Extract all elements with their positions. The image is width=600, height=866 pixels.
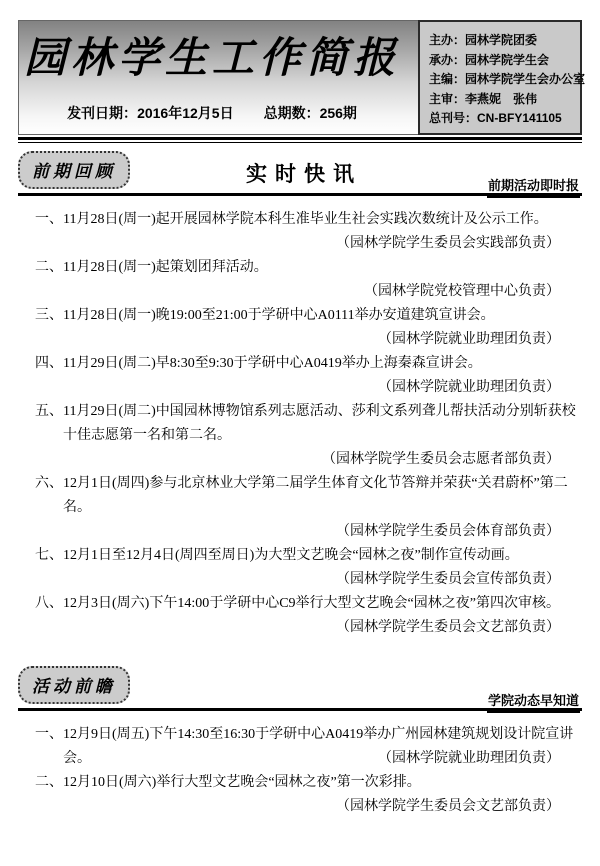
- info-value: 园林学院团委: [465, 33, 538, 47]
- item-number: 一、: [35, 727, 63, 742]
- info-row-serial: [429, 109, 575, 126]
- info-value: 园林学院学生会办公室: [465, 72, 586, 86]
- list-item: [35, 472, 582, 544]
- item-number: 二、: [35, 260, 63, 275]
- issue-meta-row: [19, 103, 405, 123]
- preview-item-list: [18, 723, 582, 819]
- item-body: 11月29日(周二)早8:30至9:30于学研中心A0419举办上海秦森宣讲会。: [63, 356, 482, 371]
- item-number: 二、: [35, 775, 63, 790]
- issue-no-label: 总期数：: [263, 105, 320, 121]
- issue-date-label: 发刊日期：: [67, 105, 138, 121]
- info-label: 总刊号：: [429, 111, 478, 125]
- item-body: 11月29日(周二)中国园林博物馆系列志愿活动、莎利文系列聋儿帮扶活动分别斩获校十佳志愿第一名和第二名。: [63, 404, 576, 443]
- list-item: [35, 256, 582, 304]
- info-label: 主办：: [429, 33, 466, 47]
- section-tagline-preview: 学院动态早知道: [487, 690, 580, 713]
- item-responsible: （园林学院就业助理团负责）: [378, 332, 560, 347]
- item-number: 七、: [35, 548, 63, 563]
- section-badge-preview: 活动前瞻: [18, 666, 130, 704]
- info-row-reviewer: [429, 90, 575, 107]
- list-item: [35, 723, 582, 771]
- item-text: [35, 208, 582, 232]
- item-body: 12月3日(周六)下午14:00于学研中心C9举行大型文艺晚会“园林之夜”第四次审核。: [63, 596, 560, 611]
- list-item: [35, 771, 582, 819]
- info-label: 主审：: [429, 91, 466, 106]
- info-row-organizer: [429, 51, 575, 68]
- info-value: CN-BFY141105: [477, 111, 562, 125]
- item-responsible: （园林学院就业助理团负责）: [378, 380, 560, 395]
- item-responsible: （园林学院学生委员会志愿者部负责）: [322, 452, 560, 467]
- item-text: [35, 304, 582, 328]
- issue-date-value: 2016年12月5日: [137, 105, 234, 121]
- review-item-list: [18, 208, 582, 640]
- item-text: [35, 771, 582, 795]
- item-responsible: （园林学院学生委员会文艺部负责）: [336, 620, 560, 635]
- item-text: [35, 592, 582, 616]
- item-number: 三、: [35, 308, 63, 323]
- item-body: 11月28日(周一)起开展园林学院本科生准毕业生社会实践次数统计及公示工作。: [63, 212, 548, 227]
- item-body: 12月1日至12月4日(周四至周日)为大型文艺晚会“园林之夜”制作宣传动画。: [63, 548, 519, 563]
- item-text: [35, 472, 582, 520]
- item-responsible: （园林学院学生委员会文艺部负责）: [336, 799, 560, 814]
- item-text: [35, 352, 582, 376]
- item-text: [35, 256, 582, 280]
- section-tagline-review: 前期活动即时报: [487, 175, 580, 198]
- info-value: 李燕妮 张伟: [465, 91, 538, 106]
- section-header-preview: [18, 666, 582, 711]
- masthead-banner: [18, 20, 586, 135]
- list-item: [35, 544, 582, 592]
- info-label: 承办：: [429, 52, 466, 67]
- item-responsible: （园林学院学生委员会实践部负责）: [336, 236, 560, 251]
- item-responsible: （园林学院学生委员会宣传部负责）: [336, 572, 560, 587]
- info-value: 园林学院学生会: [465, 52, 550, 67]
- info-row-sponsor: [429, 31, 575, 48]
- issue-no-value: 256期: [319, 105, 357, 121]
- item-responsible: （园林学院学生委员会体育部负责）: [336, 524, 560, 539]
- item-body: 11月28日(周一)晚19:00至21:00于学研中心A0111举办安道建筑宣讲会。: [63, 308, 495, 323]
- section-header-review: [18, 151, 582, 196]
- item-number: 五、: [35, 404, 63, 419]
- item-text: [35, 400, 582, 448]
- item-responsible: （园林学院党校管理中心负责）: [364, 284, 560, 299]
- item-responsible: （园林学院就业助理团负责）: [378, 751, 560, 766]
- masthead-divider-rule: [18, 137, 582, 143]
- publication-info-box: [418, 20, 586, 135]
- item-body: 12月9日(周五)下午14:30至16:30于学研中心A0419举办广州园林建筑规划设计院宣讲会。: [63, 727, 574, 766]
- list-item: [35, 400, 582, 472]
- item-number: 一、: [35, 212, 63, 227]
- item-number: 八、: [35, 596, 63, 611]
- item-body: 12月10日(周六)举行大型文艺晚会“园林之夜”第一次彩排。: [63, 775, 421, 790]
- section-badge-review: 前期回顾: [18, 151, 130, 189]
- list-item: [35, 304, 582, 352]
- newsletter-title: 园林学生工作简报: [23, 33, 400, 82]
- item-text: [35, 544, 582, 568]
- item-body: 11月28日(周一)起策划团拜活动。: [63, 260, 268, 275]
- list-item: [35, 208, 582, 256]
- item-number: 四、: [35, 356, 63, 371]
- item-number: 六、: [35, 476, 63, 491]
- list-item: [35, 592, 582, 640]
- info-label: 主编：: [429, 72, 466, 86]
- section-title-news: 实时快讯: [246, 163, 362, 186]
- info-row-editor: [429, 70, 586, 87]
- item-body: 12月1日(周四)参与北京林业大学第二届学生体育文化节答辩并荣获“关君蔚杯”第二名。: [63, 476, 568, 515]
- list-item: [35, 352, 582, 400]
